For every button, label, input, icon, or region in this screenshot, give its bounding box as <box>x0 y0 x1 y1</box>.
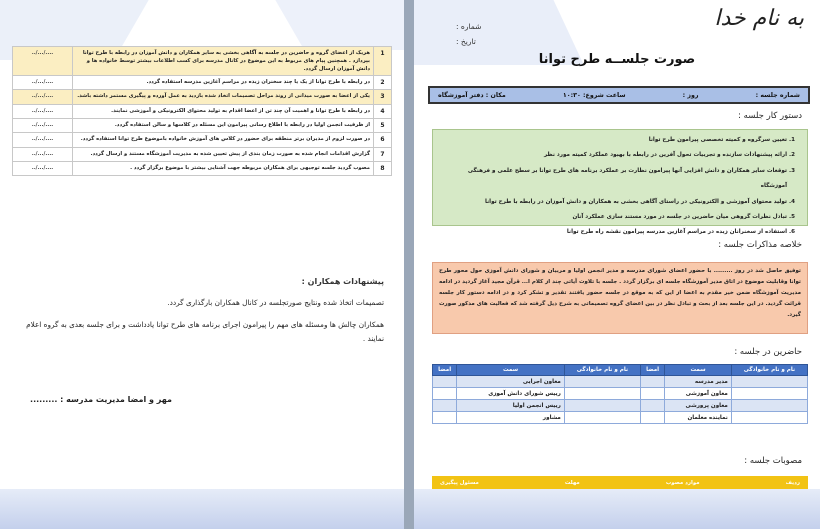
page-title: صورت جلســه طرح توانا <box>538 52 696 67</box>
resolution-deadline: ..../.../.. <box>13 119 73 133</box>
resolutions-column-label: مهلت <box>564 479 580 486</box>
resolution-deadline: ..../.../.. <box>13 76 73 90</box>
resolution-number: 4 <box>374 104 392 118</box>
agenda-box <box>432 129 808 236</box>
attendee-row <box>433 376 808 388</box>
attendee-row <box>433 412 808 424</box>
suggestion-paragraph: تصمیمات اتخاذ شده ونتایج صورتجلسه در کانال همکاران بارگذاری گردد. <box>167 298 384 307</box>
resolution-row <box>13 104 392 118</box>
resolution-deadline: ..../.../.. <box>13 90 73 104</box>
resolution-number: 8 <box>374 161 392 175</box>
session-day: روز : <box>682 91 699 99</box>
attendees-column-header: سمت <box>457 365 565 376</box>
resolutions-column-label: ردیف <box>785 479 800 486</box>
resolution-deadline: ..../.../.. <box>13 47 73 76</box>
resolution-row <box>13 47 392 76</box>
decorative-band <box>414 489 820 529</box>
date-label: تاریخ : <box>456 37 476 46</box>
resolution-text: مصوب گردید جلسه توجیهی برای همکاران مربوطه جهت آشنایی بیشتر با موضوع برگزار گردد . <box>73 161 374 175</box>
agenda-item: 3. توقعات سایر همکاران و دانش افزایی آنها پیرامون نظارت بر عملکرد برنامه های طرح توانا بر سطح علمی و فرهنگی آموزشگاه <box>441 164 787 195</box>
attendee-cell[interactable] <box>640 412 664 424</box>
attendees-heading: حاضرین در جلسه : <box>734 347 802 357</box>
attendee-cell[interactable] <box>433 412 457 424</box>
attendee-cell[interactable] <box>433 388 457 400</box>
resolutions-heading: مصوبات جلسه : <box>744 456 802 466</box>
principal-signature-line: مهر و امضا مدیریت مدرسه : ......... <box>30 395 172 404</box>
agenda-item: 2. ارائه پیشنهادات سازنده و تجربیات تحول آفرین در رابطه با بهبود عملکرد کمیته مورد نظر <box>441 148 787 163</box>
resolution-text: از ظرفیت انجمن اولیا در رابطه با اطلاع رسانی پیرامون این مسئله در کلاسها و سالن استفاده گردد. <box>73 119 374 133</box>
attendee-cell <box>564 388 640 400</box>
resolution-text: در صورت لزوم از مدیران برتر منطقه برای حضور در کلاس های آموزش خانواده باموضوع طرح توانا استفاده گردد. <box>73 133 374 147</box>
resolution-text: در رابطه با طرح توانا و اهمیت آن چند تن از اعضا اقدام به تولید محتوای الکترونیکی و آموزشی نمایند. <box>73 104 374 118</box>
decorative-shape <box>264 0 404 50</box>
agenda-heading: دستور کار جلسه : <box>738 111 802 121</box>
suggestions-heading: پیشنهادات همکاران : <box>301 277 384 286</box>
decorative-band <box>0 489 404 529</box>
resolution-text: در رابطه با طرح توانا از یک یا چند سخنران زبده در مراسم آغازین مدرسه استفاده گردد. <box>73 76 374 90</box>
attendee-cell <box>731 412 807 424</box>
resolution-deadline: ..../.../.. <box>13 133 73 147</box>
attendee-cell[interactable] <box>640 376 664 388</box>
attendee-cell <box>731 388 807 400</box>
resolution-row <box>13 119 392 133</box>
resolution-row <box>13 147 392 161</box>
number-label: شماره : <box>456 22 482 31</box>
attendee-cell[interactable] <box>433 400 457 412</box>
resolutions-column-label: موارد مصوب <box>665 479 700 486</box>
attendees-column-header: امضا <box>640 365 664 376</box>
resolution-deadline: ..../.../.. <box>13 147 73 161</box>
resolutions-table <box>12 46 392 176</box>
attendee-cell: رییس انجمن اولیا <box>457 400 565 412</box>
right-page <box>414 0 820 529</box>
resolution-number: 5 <box>374 119 392 133</box>
attendee-cell: معاون آموزشی <box>665 388 732 400</box>
attendee-cell: معاون پرورشی <box>665 400 732 412</box>
resolution-text: یکی از اعضا به صورت میدانی از روند مراحل تصمیمات اتخاذ شده بازدید به عمل آورده و پیگیری مستمر داشته باشد. <box>73 90 374 104</box>
agenda-item: 4. تولید محتوای آموزشی و الکترونیکی در راستای آگاهی بخشی به همکاران و دانش آموزان در رابطه با طرح توانا <box>441 195 787 210</box>
attendee-cell: مدیر مدرسه <box>665 376 732 388</box>
attendees-column-header: نام و نام خانوادگی <box>731 365 807 376</box>
resolution-text: هریک از اعضای گروه و حاضرین در جلسه به آگاهی بخشی به سایر همکاران و دانش آموزان در رابطه با طرح توانا بپردازد . همچنین پیام های مربوط به این موضوع در کانال مدرسه برای کسب اطلاعات بیشتر توسط خانواده ها و دانش آموزان ارسال گردد. <box>73 47 374 76</box>
agenda-item: 6. استفاده از سخنرانان زبده در مراسم آغازین مدرسه پیرامون نقشه راه طرح توانا <box>441 225 787 240</box>
attendee-cell[interactable] <box>640 400 664 412</box>
resolution-number: 3 <box>374 90 392 104</box>
summary-heading: خلاصه مذاکرات جلسه : <box>718 240 802 250</box>
attendee-cell <box>564 412 640 424</box>
session-start-time: ساعت شروع: ۱۰:۳۰ <box>562 91 626 99</box>
resolution-deadline: ..../.../.. <box>13 161 73 175</box>
resolution-row <box>13 76 392 90</box>
attendee-cell: مشاور <box>457 412 565 424</box>
attendees-column-header: امضا <box>433 365 457 376</box>
attendee-cell: معاون اجرایی <box>457 376 565 388</box>
attendee-row <box>433 400 808 412</box>
resolution-number: 2 <box>374 76 392 90</box>
attendee-cell[interactable] <box>640 388 664 400</box>
summary-box: توفیق حاصل شد در روز ......... با حضور اعضای شورای مدرسه و مدیر انجمن اولیا و مربیان و شورای دانش آموزی حول محور طرح توانا وقابلیت موضوع در اتاق مدیر آموزشگاه جلسه ای برگزار گردد . جلسه با تلاوت آیاتی چند از کلام ا... قرآن مجید آغاز گردید در ادامه مدیریت آموزشگاه ضمن خیر مقدم به اعضا از این که به موقع در جلسه حضور یافتند تقدیر و تشکر کرد و در ادامه دستور کار جلسه قرائت گردید. در این جلسه بعد از بحث و تبادل نظر در بین اعضای گروه تصمیماتی به شرح ذیل گرفته شد که فعالیت های مذکور صورت گیرد. <box>432 262 808 334</box>
besmellah-calligraphy: به نام خدا <box>714 6 804 31</box>
attendee-cell: رییس شورای دانش آموزی <box>457 388 565 400</box>
attendees-table <box>432 364 808 424</box>
resolution-text: گزارش اقدامات انجام شده به صورت زمان بندی از پیش تعیین شده به مدیریت آموزشگاه مستند و ارسال گردد. <box>73 147 374 161</box>
attendees-column-header: نام و نام خانوادگی <box>564 365 640 376</box>
attendee-cell <box>731 400 807 412</box>
left-page <box>0 0 404 529</box>
attendee-cell <box>564 400 640 412</box>
resolution-number: 1 <box>374 47 392 76</box>
resolution-number: 6 <box>374 133 392 147</box>
agenda-item: 1. تعیین سرگروه و کمیته تخصصی پیرامون طرح توانا <box>441 133 787 148</box>
session-number: شماره جلسه : <box>755 91 800 99</box>
resolution-row <box>13 133 392 147</box>
resolution-number: 7 <box>374 147 392 161</box>
attendee-cell: نماینده معلمان <box>665 412 732 424</box>
session-place: مکان : دفتر آموزشگاه <box>438 91 506 99</box>
resolutions-header-bar <box>432 476 808 489</box>
attendee-row <box>433 388 808 400</box>
resolution-deadline: ..../.../.. <box>13 104 73 118</box>
resolution-row <box>13 161 392 175</box>
attendee-cell <box>564 376 640 388</box>
session-info-bar <box>428 86 810 104</box>
resolutions-column-label: مسئول پیگیری <box>440 479 479 486</box>
attendee-cell <box>731 376 807 388</box>
suggestion-paragraph: همکاران چالش ها ومسئله های مهم را پیرامون اجرای برنامه های طرح توانا یادداشت و برای جلسه بعدی به گروه اعلام نمایند . <box>26 320 384 344</box>
resolution-row <box>13 90 392 104</box>
agenda-item: 5. تبادل نظرات گروهی میان حاضرین در جلسه در مورد مستند سازی عملکرد آنان <box>441 210 787 225</box>
attendee-cell[interactable] <box>433 376 457 388</box>
attendees-column-header: سمت <box>665 365 732 376</box>
